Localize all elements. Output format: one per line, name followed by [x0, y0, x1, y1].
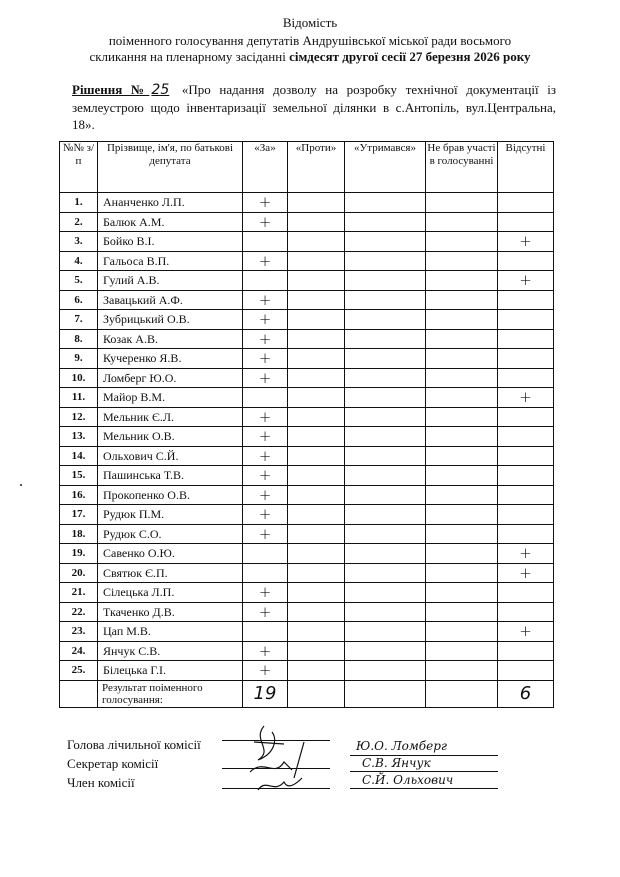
deputy-name: Савенко О.Ю.	[98, 544, 243, 564]
table-row	[60, 368, 554, 388]
vote-absent	[498, 349, 554, 369]
deputy-name: Сілецька Л.П.	[98, 583, 243, 603]
vote-abstained	[345, 661, 426, 681]
vote-absent: +	[498, 388, 554, 408]
vote-for: +	[243, 349, 288, 369]
row-number: 19.	[60, 544, 98, 564]
row-number: 25.	[60, 661, 98, 681]
row-number: 7.	[60, 310, 98, 330]
vote-against	[288, 193, 345, 213]
session-text: скликання на пленарному засіданні	[89, 49, 290, 64]
voting-table	[59, 141, 554, 708]
vote-absent	[498, 310, 554, 330]
deputy-name: Рудюк С.О.	[98, 524, 243, 544]
row-number: 17.	[60, 505, 98, 525]
vote-for	[243, 388, 288, 408]
result-against	[288, 680, 345, 707]
vote-for	[243, 563, 288, 583]
table-row	[60, 563, 554, 583]
row-number: 18.	[60, 524, 98, 544]
name-line-member	[350, 788, 498, 789]
deputy-name: Янчук С.В.	[98, 641, 243, 661]
vote-for	[243, 622, 288, 642]
vote-for: +	[243, 427, 288, 447]
vote-against	[288, 388, 345, 408]
table-row	[60, 485, 554, 505]
vote-not-voted	[426, 641, 498, 661]
vote-absent	[498, 427, 554, 447]
vote-absent	[498, 193, 554, 213]
row-number: 10.	[60, 368, 98, 388]
result-absent: 6	[498, 680, 554, 707]
vote-not-voted	[426, 446, 498, 466]
row-number: 5.	[60, 271, 98, 291]
vote-for: +	[243, 583, 288, 603]
deputy-name: Ананченко Л.П.	[98, 193, 243, 213]
deputy-name: Бойко В.І.	[98, 232, 243, 252]
deputy-name: Ломберг Ю.О.	[98, 368, 243, 388]
vote-absent: +	[498, 232, 554, 252]
table-row	[60, 193, 554, 213]
signatures-block	[67, 735, 201, 792]
deputy-name: Кучеренко Я.В.	[98, 349, 243, 369]
vote-absent: +	[498, 622, 554, 642]
deputy-name: Балюк А.М.	[98, 212, 243, 232]
table-row	[60, 466, 554, 486]
vote-against	[288, 544, 345, 564]
vote-absent	[498, 602, 554, 622]
vote-not-voted	[426, 251, 498, 271]
table-row	[60, 329, 554, 349]
deputy-name: Козак А.В.	[98, 329, 243, 349]
vote-abstained	[345, 290, 426, 310]
result-row	[60, 680, 554, 707]
vote-absent	[498, 583, 554, 603]
vote-abstained	[345, 349, 426, 369]
vote-absent	[498, 641, 554, 661]
row-number: 2.	[60, 212, 98, 232]
name-line-secretary	[350, 771, 498, 772]
col-header-absent: Відсутні	[498, 142, 554, 193]
row-number: 12.	[60, 407, 98, 427]
vote-not-voted	[426, 407, 498, 427]
vote-against	[288, 641, 345, 661]
vote-for	[243, 232, 288, 252]
col-header-against: «Проти»	[288, 142, 345, 193]
vote-abstained	[345, 563, 426, 583]
vote-not-voted	[426, 427, 498, 447]
table-row	[60, 271, 554, 291]
table-row	[60, 446, 554, 466]
vote-abstained	[345, 485, 426, 505]
row-number: 14.	[60, 446, 98, 466]
vote-absent	[498, 661, 554, 681]
vote-not-voted	[426, 232, 498, 252]
result-number-cell	[60, 680, 98, 707]
vote-for: +	[243, 193, 288, 213]
vote-absent	[498, 251, 554, 271]
row-number: 3.	[60, 232, 98, 252]
vote-abstained	[345, 602, 426, 622]
vote-abstained	[345, 232, 426, 252]
col-header-number: №№ з/п	[60, 142, 98, 193]
vote-absent	[498, 407, 554, 427]
col-header-for: «За»	[243, 142, 288, 193]
vote-abstained	[345, 193, 426, 213]
row-number: 4.	[60, 251, 98, 271]
deputy-name: Святюк Є.П.	[98, 563, 243, 583]
vote-for: +	[243, 251, 288, 271]
vote-not-voted	[426, 290, 498, 310]
decision-label: Рішення №	[72, 82, 150, 97]
vote-for: +	[243, 641, 288, 661]
vote-against	[288, 427, 345, 447]
table-row	[60, 349, 554, 369]
row-number: 13.	[60, 427, 98, 447]
vote-not-voted	[426, 310, 498, 330]
vote-for: +	[243, 661, 288, 681]
deputy-name: Рудюк П.М.	[98, 505, 243, 525]
vote-not-voted	[426, 661, 498, 681]
vote-abstained	[345, 466, 426, 486]
table-row	[60, 622, 554, 642]
vote-for: +	[243, 290, 288, 310]
vote-not-voted	[426, 271, 498, 291]
handwritten-signatures	[244, 720, 324, 800]
col-header-not-voted: Не брав участі в голосуванні	[426, 142, 498, 193]
deputy-name: Прокопенко О.В.	[98, 485, 243, 505]
signature-name-chair: Ю.О. Ломберг	[356, 739, 447, 753]
deputy-name: Ольхович С.Й.	[98, 446, 243, 466]
vote-against	[288, 368, 345, 388]
vote-for: +	[243, 329, 288, 349]
row-number: 23.	[60, 622, 98, 642]
vote-for: +	[243, 368, 288, 388]
vote-not-voted	[426, 212, 498, 232]
table-row	[60, 251, 554, 271]
vote-against	[288, 602, 345, 622]
vote-absent: +	[498, 563, 554, 583]
table-row	[60, 310, 554, 330]
vote-abstained	[345, 524, 426, 544]
vote-not-voted	[426, 466, 498, 486]
deputy-name: Зубрицький О.В.	[98, 310, 243, 330]
vote-abstained	[345, 583, 426, 603]
vote-against	[288, 232, 345, 252]
vote-not-voted	[426, 329, 498, 349]
vote-against	[288, 661, 345, 681]
vote-not-voted	[426, 602, 498, 622]
deputy-name: Мельник О.В.	[98, 427, 243, 447]
vote-against	[288, 466, 345, 486]
deputy-name: Гулий А.В.	[98, 271, 243, 291]
vote-abstained	[345, 446, 426, 466]
vote-against	[288, 349, 345, 369]
vote-abstained	[345, 544, 426, 564]
row-number: 24.	[60, 641, 98, 661]
vote-not-voted	[426, 544, 498, 564]
deputy-name: Білецька Г.І.	[98, 661, 243, 681]
vote-abstained	[345, 271, 426, 291]
vote-abstained	[345, 388, 426, 408]
table-row	[60, 524, 554, 544]
vote-for: +	[243, 466, 288, 486]
row-number: 6.	[60, 290, 98, 310]
scan-speck	[20, 484, 22, 486]
table-row	[60, 641, 554, 661]
vote-abstained	[345, 368, 426, 388]
result-for: 19	[243, 680, 288, 707]
vote-against	[288, 446, 345, 466]
row-number: 9.	[60, 349, 98, 369]
vote-abstained	[345, 427, 426, 447]
vote-against	[288, 485, 345, 505]
signature-role-chair: Голова лічильної комісії	[67, 737, 201, 752]
row-number: 8.	[60, 329, 98, 349]
document-title: Відомість	[282, 15, 338, 30]
vote-for: +	[243, 446, 288, 466]
table-row	[60, 661, 554, 681]
col-header-name: Прізвище, ім'я, по батькові депутата	[98, 142, 243, 193]
session-date: сімдесят другої сесії 27 березня 2026 року	[289, 49, 531, 64]
vote-against	[288, 251, 345, 271]
vote-against	[288, 212, 345, 232]
vote-for: +	[243, 310, 288, 330]
table-row	[60, 232, 554, 252]
vote-for	[243, 271, 288, 291]
table-row	[60, 505, 554, 525]
vote-for	[243, 544, 288, 564]
vote-against	[288, 563, 345, 583]
vote-not-voted	[426, 563, 498, 583]
vote-abstained	[345, 622, 426, 642]
vote-against	[288, 310, 345, 330]
deputy-name: Цап М.В.	[98, 622, 243, 642]
deputy-name: Майор В.М.	[98, 388, 243, 408]
decision-paragraph	[72, 81, 556, 133]
vote-against	[288, 407, 345, 427]
table-row	[60, 583, 554, 603]
vote-not-voted	[426, 349, 498, 369]
decision-number: 25	[151, 82, 170, 98]
row-number: 11.	[60, 388, 98, 408]
vote-absent	[498, 485, 554, 505]
vote-not-voted	[426, 622, 498, 642]
vote-absent	[498, 329, 554, 349]
row-number: 21.	[60, 583, 98, 603]
table-row	[60, 290, 554, 310]
vote-absent	[498, 368, 554, 388]
vote-for: +	[243, 505, 288, 525]
deputy-name: Пашинська Т.В.	[98, 466, 243, 486]
row-number: 22.	[60, 602, 98, 622]
row-number: 16.	[60, 485, 98, 505]
vote-abstained	[345, 251, 426, 271]
vote-absent	[498, 212, 554, 232]
vote-not-voted	[426, 368, 498, 388]
document-subtitle-line-2	[0, 49, 620, 65]
vote-not-voted	[426, 193, 498, 213]
vote-not-voted	[426, 505, 498, 525]
document-subtitle-line-1: поіменного голосування депутатів Андрушівської міської ради восьмого	[108, 33, 512, 48]
signature-name-member: С.Й. Ольхович	[362, 773, 454, 787]
vote-abstained	[345, 310, 426, 330]
table-body	[60, 193, 554, 708]
vote-against	[288, 329, 345, 349]
result-not-voted	[426, 680, 498, 707]
vote-against	[288, 290, 345, 310]
result-abstained	[345, 680, 426, 707]
table-header-row	[60, 142, 554, 193]
vote-for: +	[243, 407, 288, 427]
vote-not-voted	[426, 583, 498, 603]
vote-abstained	[345, 407, 426, 427]
vote-for: +	[243, 524, 288, 544]
row-number: 15.	[60, 466, 98, 486]
result-label: Результат поіменного голосування:	[98, 680, 243, 707]
vote-for: +	[243, 602, 288, 622]
vote-against	[288, 622, 345, 642]
vote-abstained	[345, 329, 426, 349]
row-number: 1.	[60, 193, 98, 213]
vote-absent	[498, 446, 554, 466]
vote-for: +	[243, 485, 288, 505]
row-number: 20.	[60, 563, 98, 583]
vote-absent	[498, 505, 554, 525]
vote-against	[288, 271, 345, 291]
vote-absent	[498, 524, 554, 544]
signature-name-secretary: С.В. Янчук	[362, 756, 431, 770]
vote-abstained	[345, 212, 426, 232]
deputy-name: Мельник Є.Л.	[98, 407, 243, 427]
vote-absent: +	[498, 544, 554, 564]
vote-not-voted	[426, 485, 498, 505]
table-row	[60, 544, 554, 564]
vote-absent	[498, 466, 554, 486]
signature-role-member: Член комісії	[67, 775, 135, 790]
vote-against	[288, 524, 345, 544]
vote-not-voted	[426, 524, 498, 544]
decision-text: «Про надання дозволу на розробку технічної документації із землеустрою щодо інвентаризації земельної ділянки в с.Антопіль, вул.Центральна, 18».	[72, 82, 556, 132]
vote-for: +	[243, 212, 288, 232]
table-row	[60, 388, 554, 408]
table-row	[60, 212, 554, 232]
vote-against	[288, 583, 345, 603]
table-row	[60, 602, 554, 622]
table-row	[60, 407, 554, 427]
deputy-name: Ткаченко Д.В.	[98, 602, 243, 622]
col-header-abstained: «Утримався»	[345, 142, 426, 193]
table-row	[60, 427, 554, 447]
vote-abstained	[345, 641, 426, 661]
vote-absent	[498, 290, 554, 310]
vote-absent: +	[498, 271, 554, 291]
deputy-name: Завацький А.Ф.	[98, 290, 243, 310]
vote-against	[288, 505, 345, 525]
vote-not-voted	[426, 388, 498, 408]
signature-role-secretary: Секретар комісії	[67, 756, 159, 771]
deputy-name: Гальоса В.П.	[98, 251, 243, 271]
vote-abstained	[345, 505, 426, 525]
